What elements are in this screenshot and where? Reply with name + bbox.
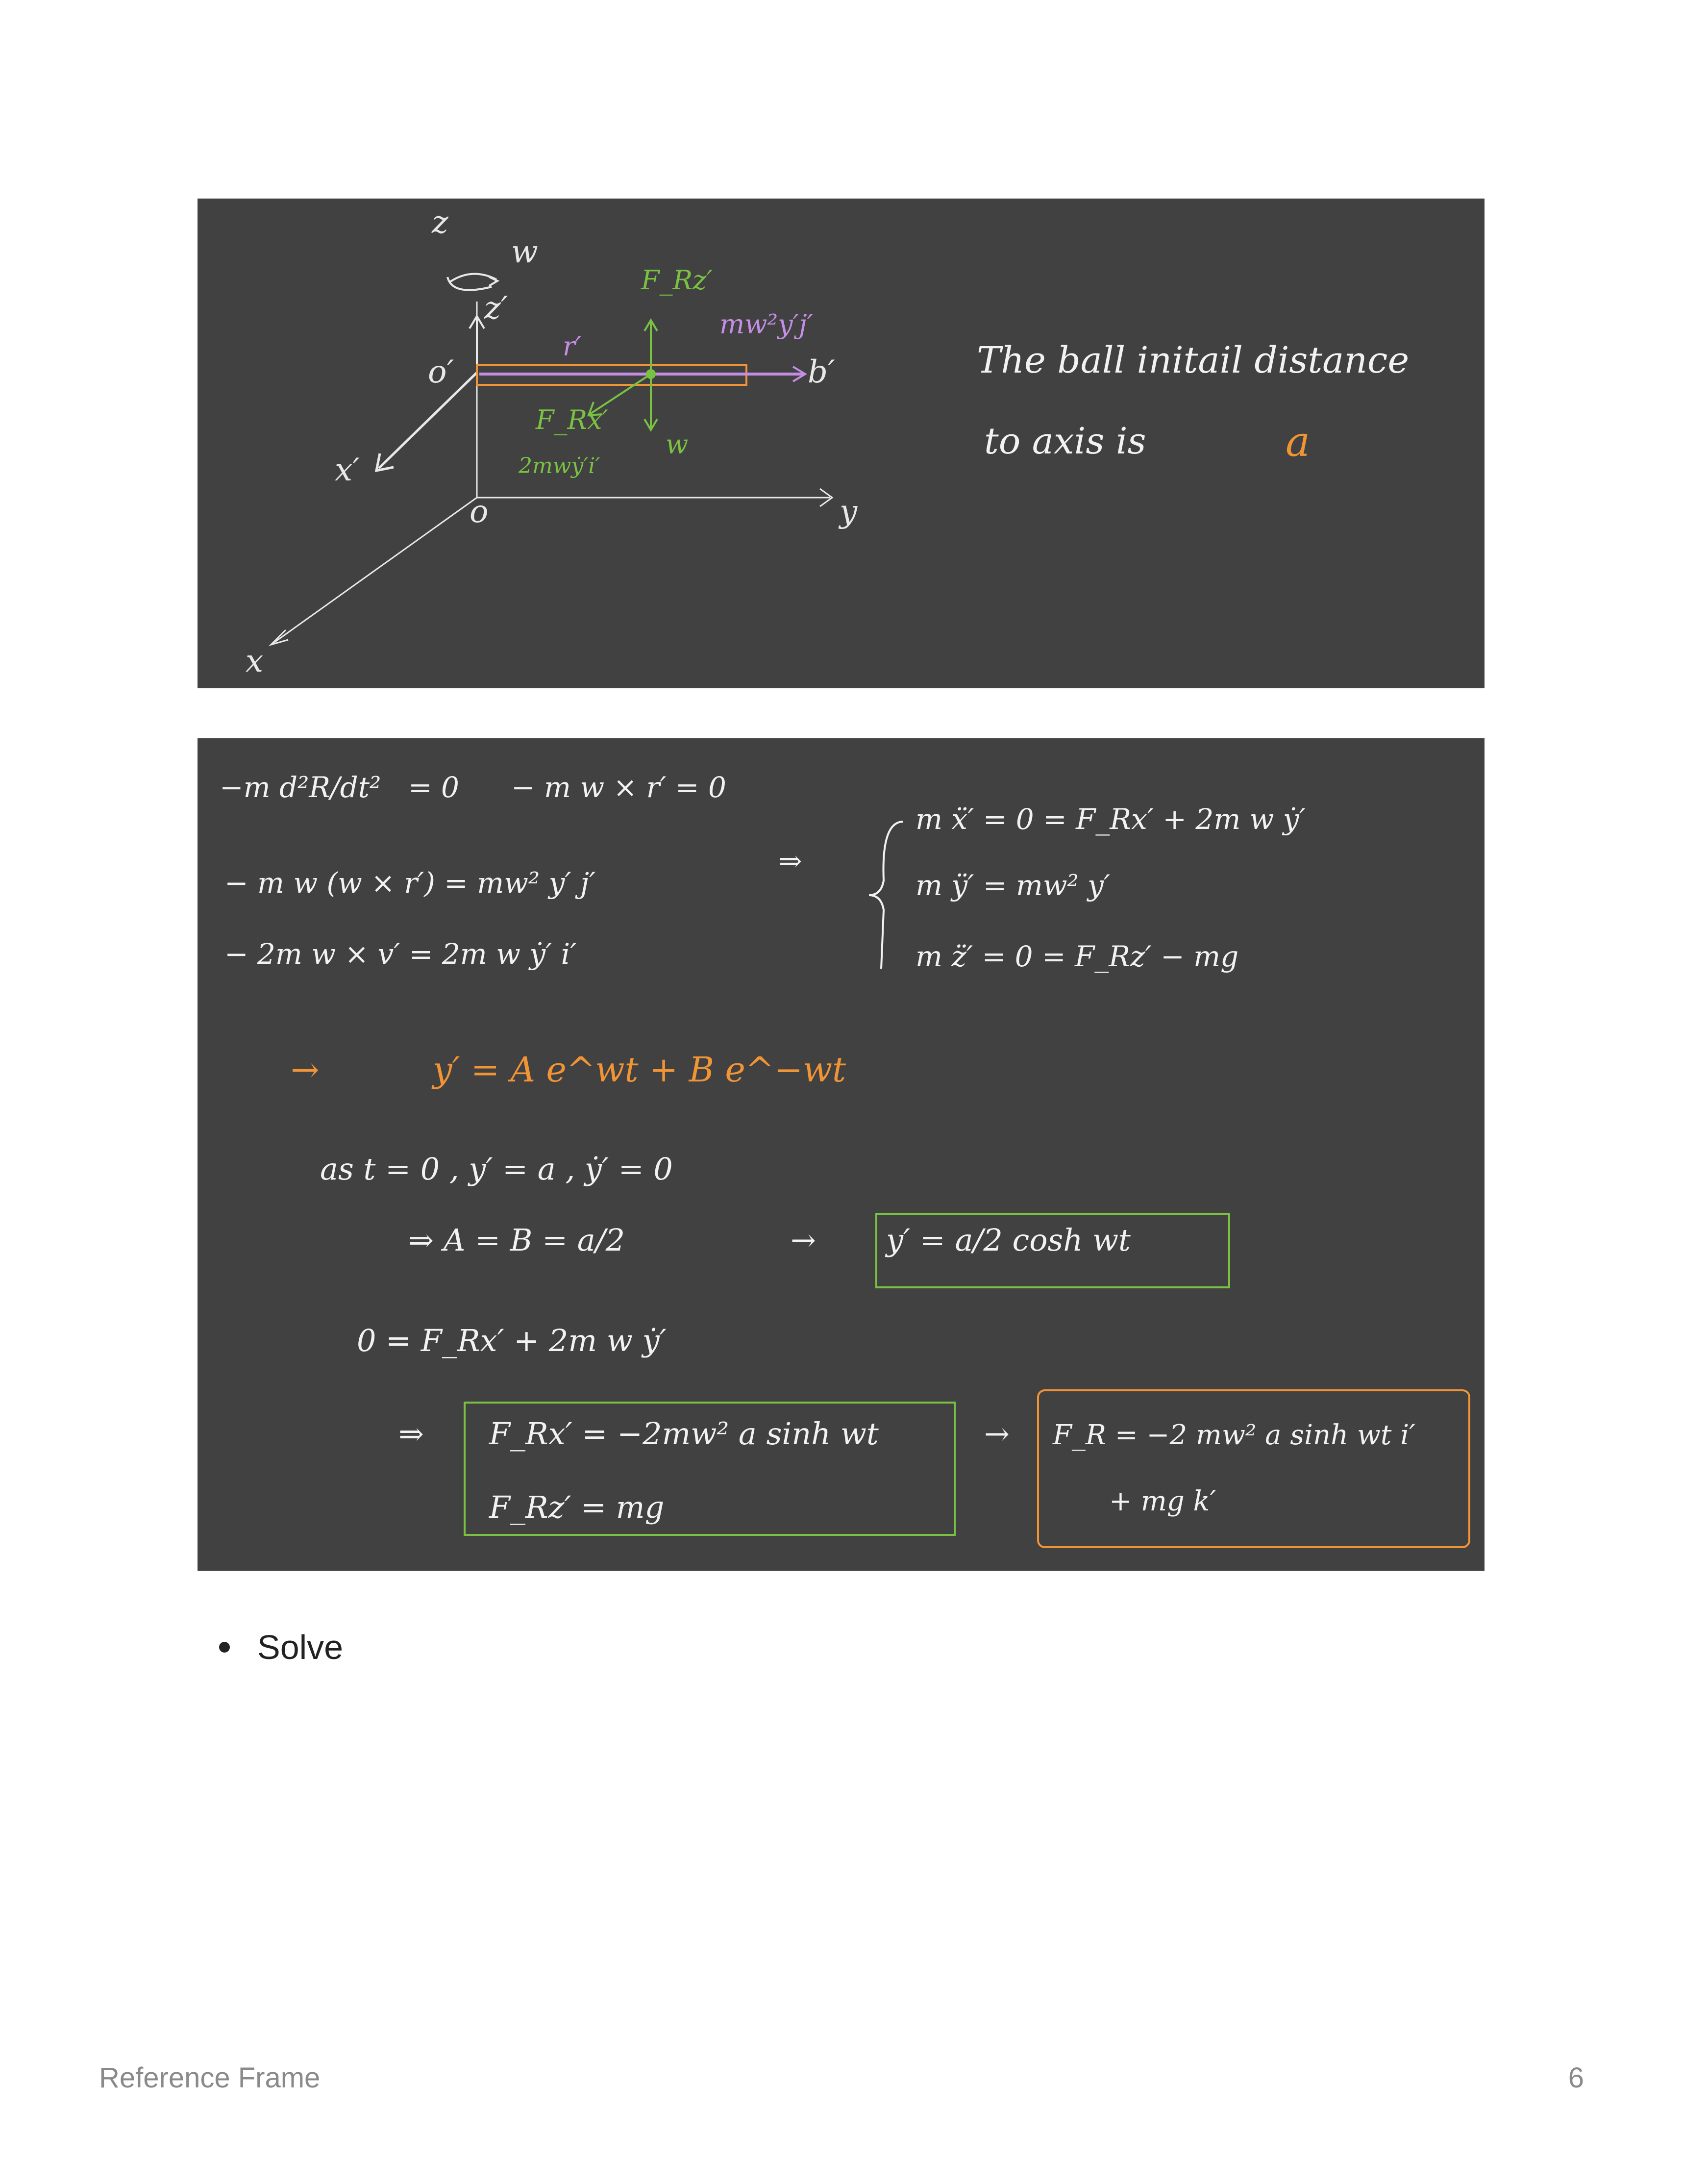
page-number: 6 bbox=[1568, 2062, 1584, 2094]
frx-result: F_Rx′ = −2mw² a sinh wt bbox=[489, 1416, 879, 1452]
fr-final-1: F_R = −2 mw² a sinh wt i′ bbox=[1053, 1419, 1415, 1451]
vector-label-r-prime: r′ bbox=[563, 331, 582, 362]
axis-label-x: x bbox=[246, 643, 264, 679]
coordinate-diagram bbox=[198, 199, 1485, 688]
equation-board bbox=[198, 738, 1485, 1571]
solution-box-fr bbox=[1038, 1390, 1469, 1547]
zero-equation: 0 = F_Rx′ + 2m w ẏ′ bbox=[357, 1323, 667, 1358]
footer-title: Reference Frame bbox=[99, 2062, 321, 2094]
implies-frx: ⇒ bbox=[398, 1416, 424, 1452]
arrow-to-solution: → bbox=[791, 1222, 816, 1258]
axis-label-o-prime: o′ bbox=[428, 354, 454, 390]
note-line-2: to axis is bbox=[984, 420, 1146, 462]
fr-final-2: + mg k′ bbox=[1109, 1485, 1216, 1517]
force-label-frz: F_Rz′ bbox=[641, 265, 713, 296]
note-value-a: a bbox=[1286, 418, 1311, 466]
initial-conditions: as t = 0 , y′ = a , ẏ′ = 0 bbox=[320, 1151, 673, 1187]
bullet-item bbox=[219, 1628, 343, 1667]
arrow-to-fr: → bbox=[984, 1416, 1010, 1452]
vector-label-mw2y: mw²y′j′ bbox=[719, 309, 813, 340]
implies-symbol: ⇒ bbox=[778, 844, 802, 878]
ab-result: ⇒ A = B = a/2 bbox=[408, 1222, 625, 1258]
force-label-frx: F_Rx′ bbox=[536, 404, 608, 435]
figure-panel-diagram bbox=[198, 199, 1485, 688]
axis-label-z-prime: z′ bbox=[484, 290, 508, 326]
frz-result: F_Rz′ = mg bbox=[489, 1489, 665, 1525]
eq-left-1a: −m d²R/dt² bbox=[220, 771, 381, 804]
y-solution: y′ = a/2 cosh wt bbox=[886, 1222, 1131, 1258]
axis-label-omega: w bbox=[511, 234, 538, 270]
arrow-orange: → bbox=[291, 1050, 320, 1090]
note-line-1: The ball initail distance bbox=[977, 339, 1410, 381]
bullet-dot bbox=[219, 1642, 230, 1653]
axis-label-x-prime: x′ bbox=[335, 452, 360, 488]
figure-panel-equations bbox=[198, 738, 1485, 1571]
system-eq-2: m ÿ′ = mw² y′ bbox=[916, 869, 1111, 902]
eq-left-1b: = 0 bbox=[408, 771, 459, 804]
system-eq-3: m z̈′ = 0 = F_Rz′ − mg bbox=[916, 940, 1239, 973]
vector-label-w: w bbox=[666, 429, 689, 460]
bullet-text: Solve bbox=[257, 1628, 344, 1666]
force-label-coriolis: 2mwẏ′i′ bbox=[519, 453, 600, 478]
general-solution: y′ = A e^wt + B e^−wt bbox=[433, 1050, 846, 1090]
eq-left-3: − 2m w × v′ = 2m w ẏ′ i′ bbox=[224, 937, 577, 971]
axis-label-z: z bbox=[432, 204, 448, 241]
eq-left-2: − m w (w × r′) = mw² y′ j′ bbox=[224, 866, 596, 900]
axis-label-origin: o bbox=[470, 494, 489, 530]
eq-left-1c: − m w × r′ = 0 bbox=[511, 771, 726, 804]
axis-label-y: y bbox=[840, 494, 858, 530]
axis-label-b-prime: b′ bbox=[808, 354, 835, 390]
system-eq-1: m ẍ′ = 0 = F_Rx′ + 2m w ẏ′ bbox=[916, 803, 1306, 836]
